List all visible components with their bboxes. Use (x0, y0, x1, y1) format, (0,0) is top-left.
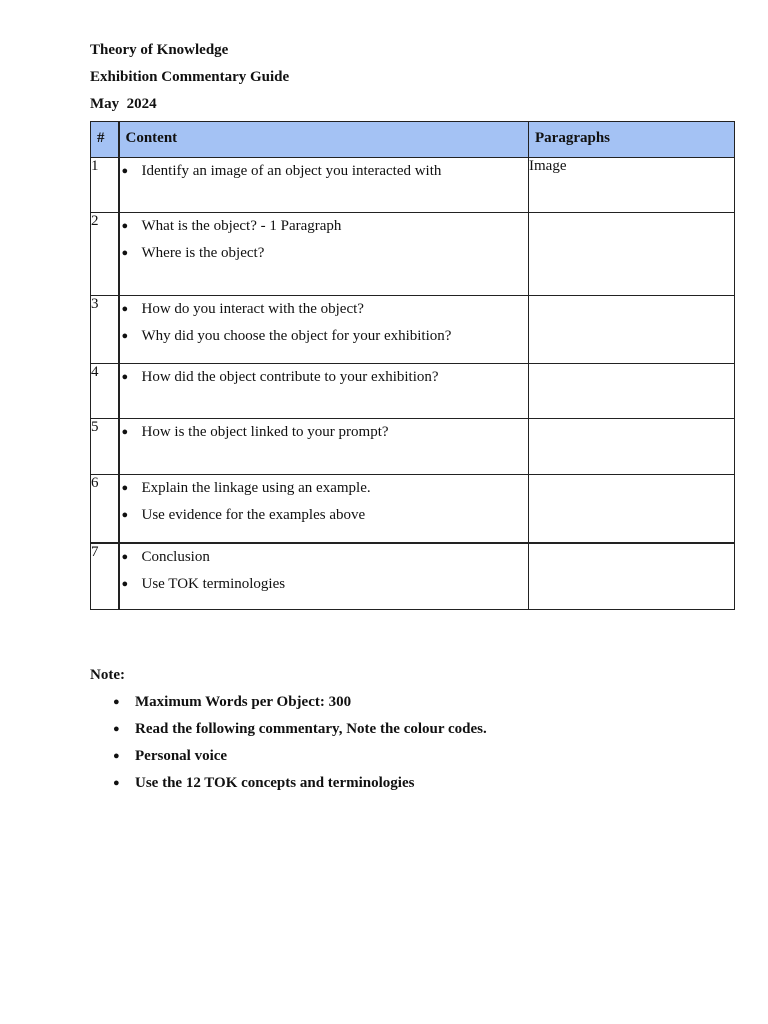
row-number: 5 (91, 419, 119, 475)
table-row (91, 364, 735, 419)
table-row (91, 475, 735, 543)
content-bullet: ● Use TOK terminologies (120, 571, 529, 598)
note-list (90, 691, 487, 799)
table-header-row (91, 122, 735, 158)
content-bullet: ● Use evidence for the examples above (120, 502, 529, 529)
row-content (119, 475, 529, 543)
row-number: 2 (91, 213, 119, 296)
row-paragraphs (529, 213, 735, 296)
note-item: ● Read the following commentary, Note the colour codes. (90, 718, 487, 745)
row-number: 6 (91, 475, 119, 543)
document-title: Theory of Knowledge (90, 42, 229, 58)
row-number: 4 (91, 364, 119, 419)
row-content (119, 543, 529, 610)
row-number: 1 (91, 158, 119, 213)
row-content (119, 364, 529, 419)
note-item: ● Personal voice (90, 745, 487, 772)
document-header (90, 40, 289, 121)
row-content (119, 158, 529, 213)
commentary-guide-table (90, 121, 735, 610)
row-paragraphs (529, 475, 735, 543)
content-bullet: ● Where is the object? (120, 240, 529, 267)
note-title: Note: (90, 667, 125, 683)
column-header-paragraphs: Paragraphs (529, 122, 735, 158)
content-bullet: ● What is the object? - 1 Paragraph (120, 213, 529, 240)
note-item: ● Use the 12 TOK concepts and terminologies (90, 772, 487, 799)
row-paragraphs (529, 296, 735, 364)
note-item: ● Maximum Words per Object: 300 (90, 691, 487, 718)
row-number: 3 (91, 296, 119, 364)
content-bullet: ● How is the object linked to your prompt? (120, 419, 529, 446)
row-number: 7 (91, 543, 119, 610)
row-paragraphs: Image (529, 158, 735, 213)
content-bullet: ● Why did you choose the object for your exhibition? (120, 323, 529, 350)
document-subtitle: Exhibition Commentary Guide (90, 69, 290, 85)
note-section (90, 664, 487, 799)
row-content (119, 213, 529, 296)
document-date: May 2024 (90, 96, 157, 112)
table-row (91, 213, 735, 296)
table-row (91, 158, 735, 213)
content-bullet: ● How do you interact with the object? (120, 296, 529, 323)
row-paragraphs (529, 543, 735, 610)
table-row (91, 543, 735, 610)
row-content (119, 296, 529, 364)
row-paragraphs (529, 364, 735, 419)
table-row (91, 296, 735, 364)
content-bullet: ● Conclusion (120, 544, 529, 571)
row-paragraphs (529, 419, 735, 475)
table-row (91, 419, 735, 475)
content-bullet: ● Explain the linkage using an example. (120, 475, 529, 502)
content-bullet: ● Identify an image of an object you interacted with (120, 158, 529, 185)
row-content (119, 419, 529, 475)
content-bullet: ● How did the object contribute to your exhibition? (120, 364, 529, 391)
column-header-content: Content (119, 122, 529, 158)
column-header-number: # (91, 122, 119, 158)
